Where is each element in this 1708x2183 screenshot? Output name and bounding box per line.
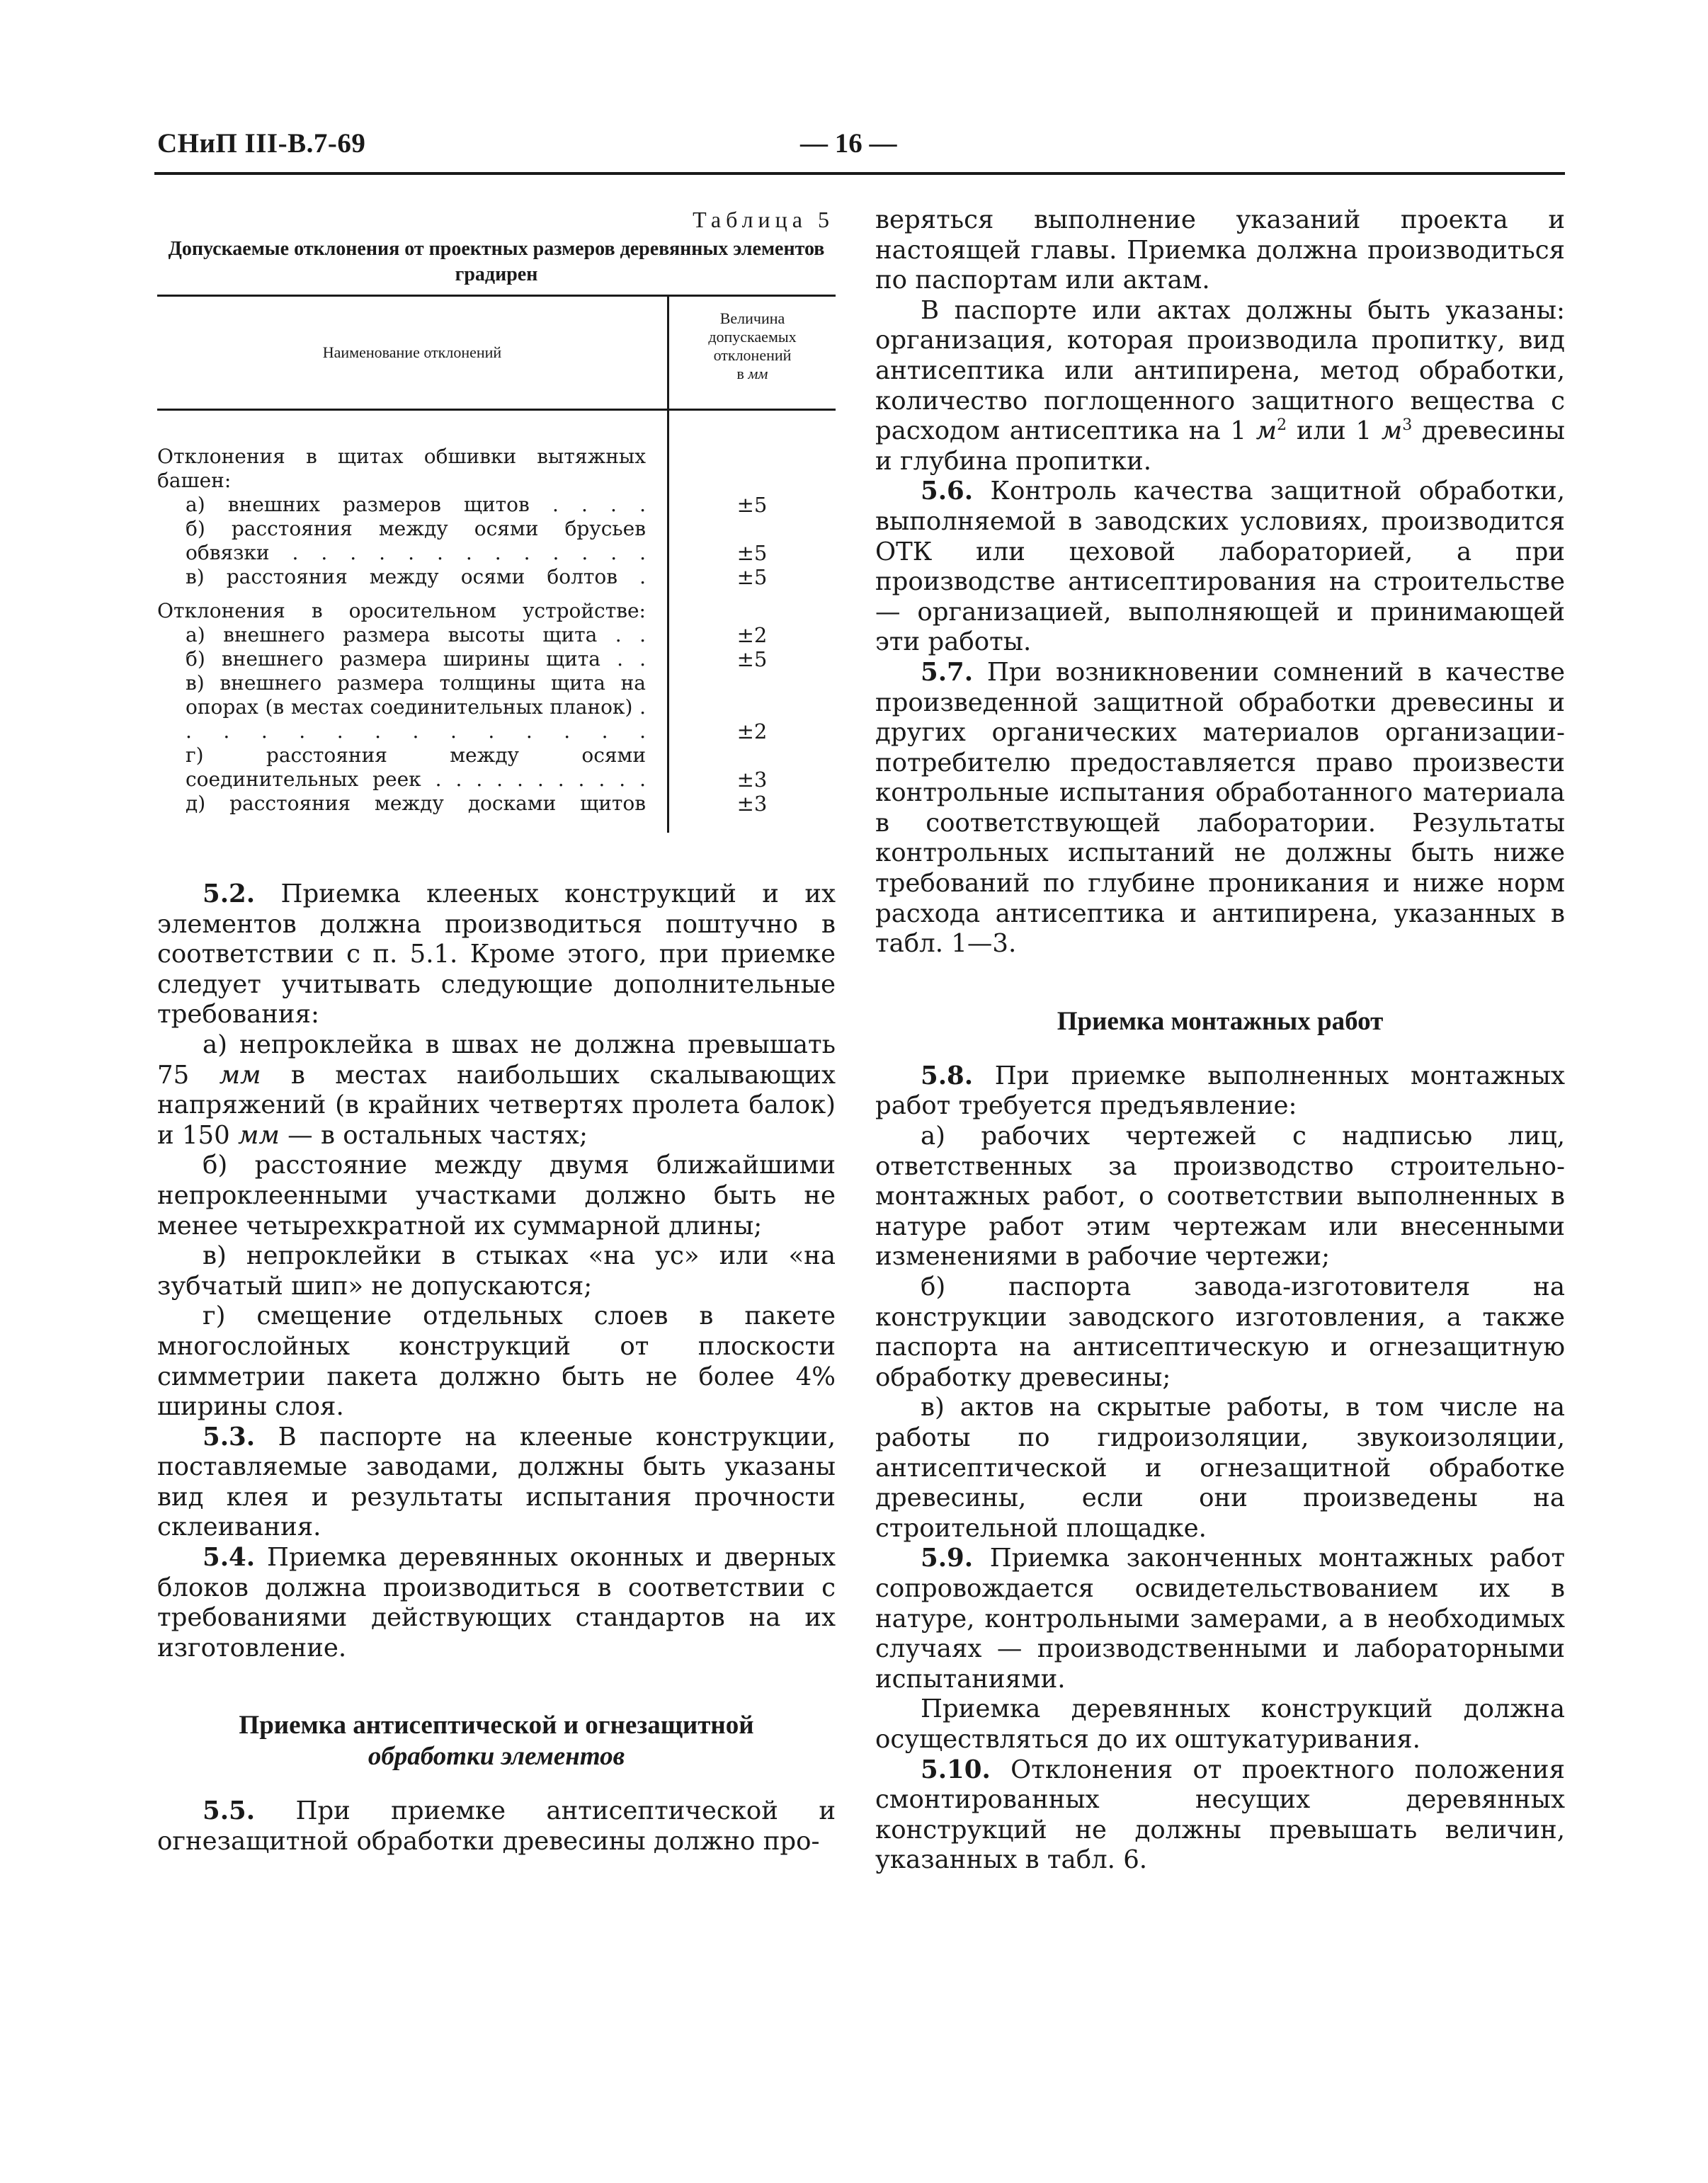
table-col2-header <box>669 309 836 383</box>
paragraph-text: а) рабочих чертежей с надписью лиц, ответственных за производство строительно-монтажных работ, о соответствии выполненных в натуре работ этим чертежам или внесенными изменениями в рабочие чертежи; <box>875 1122 1565 1272</box>
paragraph-text: Отклонения от проектного положения смонтированных несущих деревянных конструкций не должны превышать величин, указанных в табл. 6. <box>875 1755 1565 1875</box>
paragraph-number: 5.8. <box>921 1061 974 1090</box>
numbered-paragraph <box>875 1755 1565 1876</box>
document-code: СНиП III-В.7-69 <box>157 128 366 159</box>
numbered-paragraph <box>875 1544 1565 1694</box>
numbered-paragraph <box>875 1061 1565 1122</box>
table-row-text: в) расстояния между осями болтов . <box>186 565 646 588</box>
paragraph-number: 5.9. <box>921 1544 974 1573</box>
paragraph-text: веряться выполнение указаний проекта и настоящей главы. Приемка должна производиться по паспортам или актам. <box>875 205 1565 295</box>
section-heading-line: обработки элементов <box>368 1742 625 1772</box>
right-text-flow <box>875 205 1565 1876</box>
section-heading <box>157 1710 836 1772</box>
table-row-text: б) расстояния между осями брусьев обвязки . . . . . . . . . . . . . <box>186 517 646 564</box>
paragraph-text: При возникновении сомнений в качестве произведенной защитной обработки древесины и других органических материалов организации-потребителю предоставляется право произвести контрольные испытания обработанного материала в соответствующей лаборатории. Результаты контрольных испытаний не должны быть ниже требований по глубине проникания и ниже норм расхода антисептика и антипирена, указанных в табл. 1—3. <box>875 657 1565 959</box>
table-group-title-text: Отклонения в щитах обшивки вытяжных башен: <box>157 445 646 492</box>
section-heading-line: Приемка антисептической и огнезащитной <box>239 1711 754 1740</box>
section-heading-line: Приемка монтажных работ <box>1057 1006 1384 1036</box>
paragraph-text: Приемка деревянных оконных и дверных блоков должна производиться в соответствии с требованиями действующих стандартов на их изготовление. <box>157 1543 836 1663</box>
table-row <box>157 493 836 517</box>
table-row-text: в) внешнего размера толщины щита на опорах (в местах соединительных планок) . . . . . . . . . . . . . . <box>186 671 646 743</box>
paragraph-number: 5.4. <box>203 1543 256 1573</box>
table-row-text: д) расстояния между досками щитов <box>186 792 646 815</box>
numbered-paragraph <box>157 1543 836 1663</box>
table-title: Допускаемые отклонения от проектных размеров деревянных элементов градирен <box>168 238 825 285</box>
section-heading <box>875 1006 1565 1037</box>
table-row-value: ±5 <box>736 541 768 565</box>
left-text-flow <box>157 879 836 1857</box>
table-row <box>157 792 836 816</box>
paragraph <box>875 1272 1565 1393</box>
table-row-value: ±3 <box>736 792 768 816</box>
table-col1-header: Наименование отклонений <box>322 343 502 361</box>
paragraph <box>875 296 1565 477</box>
table-row-text: г) расстояния между осями соединительных реек . . . . . . . . . . . <box>186 743 646 791</box>
table-col2-unit: мм <box>748 365 768 382</box>
paragraph-number: 5.6. <box>921 477 974 506</box>
paragraph-number: 5.10. <box>921 1755 991 1784</box>
table-col2-header-line: отклонений <box>713 346 792 364</box>
paragraph-number: 5.2. <box>203 879 256 908</box>
paragraph-text: б) паспорта завода-изготовителя на конструкции заводского изготовления, а также паспорта на антисептическую и огнезащитную обработку древесины; <box>875 1272 1565 1392</box>
table-group-title-text: Отклонения в оросительном устройстве: <box>157 599 646 622</box>
numbered-paragraph <box>157 1423 836 1543</box>
paragraph-text: а) непроклейка в швах не должна превышать 75 мм в местах наибольших скалывающих напряжений (в крайних четвертях пролета балок) и 150 мм — в остальных частях; <box>157 1030 836 1150</box>
page-number: — 16 — <box>800 128 897 159</box>
table-row-text: а) внешних размеров щитов . . . . <box>186 493 646 516</box>
spacer <box>157 1772 836 1796</box>
paragraph-text: Приемка законченных монтажных работ сопровождается освидетельствованием их в натуре, контрольными замерами, а в необходимых случаях — производственными и лабораторными испытаниями. <box>875 1544 1565 1694</box>
table-row <box>157 671 836 743</box>
paragraph-text: Приемка клееных конструкций и их элементов должна производиться поштучно в соответствии с п. 5.1. Кроме этого, при приемке следует учитывать следующие дополнительные требования: <box>157 879 836 1030</box>
header-rule <box>154 172 1565 175</box>
right-column <box>875 205 1565 1876</box>
table-row-value: ±5 <box>736 647 768 671</box>
paragraph <box>875 1393 1565 1544</box>
table-row-value: ±2 <box>736 719 768 743</box>
paragraph-text: При приемке выполненных монтажных работ требуется предъявление: <box>875 1061 1565 1121</box>
table-label: Таблица 5 <box>693 207 834 232</box>
table-group-title <box>157 445 836 493</box>
table-row-value: ±5 <box>736 493 768 517</box>
table-col2-header-line <box>669 365 836 383</box>
paragraph-text: Контроль качества защитной обработки, выполняемой в заводских условиях, производится ОТК или цеховой лабораторией, а при производстве антисептирования на строительстве — организацией, выполняющей и принимающей эти работы. <box>875 477 1565 657</box>
spacer <box>157 833 836 879</box>
left-column <box>157 205 836 1857</box>
table-col2-header-line: Величина <box>719 309 785 327</box>
paragraph <box>157 1030 836 1151</box>
numbered-paragraph <box>875 658 1565 959</box>
table-row-value: ±2 <box>736 623 768 647</box>
paragraph <box>875 205 1565 296</box>
paragraph-text: В паспорте на клееные конструкции, поставляемые заводами, должны быть указаны вид клея и результаты испытания прочности склеивания. <box>157 1422 836 1542</box>
paragraph <box>875 1694 1565 1755</box>
table-row <box>157 517 836 565</box>
paragraph <box>875 1122 1565 1272</box>
table-row-value: ±3 <box>736 768 768 792</box>
table-row <box>157 743 836 792</box>
paragraph-text: в) актов на скрытые работы, в том числе на работы по гидроизоляции, звукоизоляции, антисептической и огнезащитной обработке древесины, если они произведены на строительной площадке. <box>875 1393 1565 1543</box>
table-group-title <box>157 599 836 623</box>
numbered-paragraph <box>157 1796 836 1857</box>
table-body-divider <box>667 411 669 833</box>
paragraph-text: В паспорте или актах должны быть указаны: организация, которая производила пропитку, вид антисептика или антипирена, метод обработки, количество поглощенного защитного вещества с расходом антисептика на 1 $м^2$ или 1 $м^3$ древесины и глубина пропитки. <box>875 295 1565 476</box>
paragraph-text: При приемке антисептической и огнезащитной обработки древесины должно про- <box>157 1796 836 1857</box>
table-col2-header-prefix: в <box>736 365 744 382</box>
table-row-value: ±5 <box>736 565 768 589</box>
table-row <box>157 565 836 589</box>
paragraph <box>157 1241 836 1301</box>
table-row-text: б) внешнего размера ширины щита . . <box>186 647 646 671</box>
paragraph <box>157 1301 836 1422</box>
paragraph-text: Приемка деревянных конструкций должна осуществляться до их оштукатуривания. <box>875 1694 1565 1754</box>
paragraph-text: г) смещение отдельных слоев в пакете многослойных конструкций от плоскости симметрии пакета должно быть не более 4% ширины слоя. <box>157 1301 836 1422</box>
spacer <box>875 959 1565 1006</box>
paragraph-number: 5.5. <box>203 1796 256 1826</box>
numbered-paragraph <box>875 477 1565 658</box>
paragraph-number: 5.7. <box>921 657 974 687</box>
paragraph-text: б) расстояние между двумя ближайшими непроклеенными участками должно быть не менее четырехкратной их суммарной длины; <box>157 1151 836 1241</box>
spacer <box>157 1663 836 1710</box>
table-row-text: а) внешнего размера высоты щита . . <box>186 623 646 646</box>
table-body <box>157 411 836 833</box>
table-row <box>157 647 836 671</box>
table-row <box>157 623 836 647</box>
spacer <box>875 1037 1565 1061</box>
numbered-paragraph <box>157 879 836 1030</box>
table-header-row <box>157 297 836 411</box>
paragraph-text: в) непроклейки в стыках «на ус» или «на зубчатый шип» не допускаются; <box>157 1241 836 1301</box>
deviation-table <box>157 295 836 833</box>
paragraph <box>157 1151 836 1241</box>
table-col2-header-line: допускаемых <box>708 328 797 346</box>
paragraph-number: 5.3. <box>203 1422 256 1452</box>
